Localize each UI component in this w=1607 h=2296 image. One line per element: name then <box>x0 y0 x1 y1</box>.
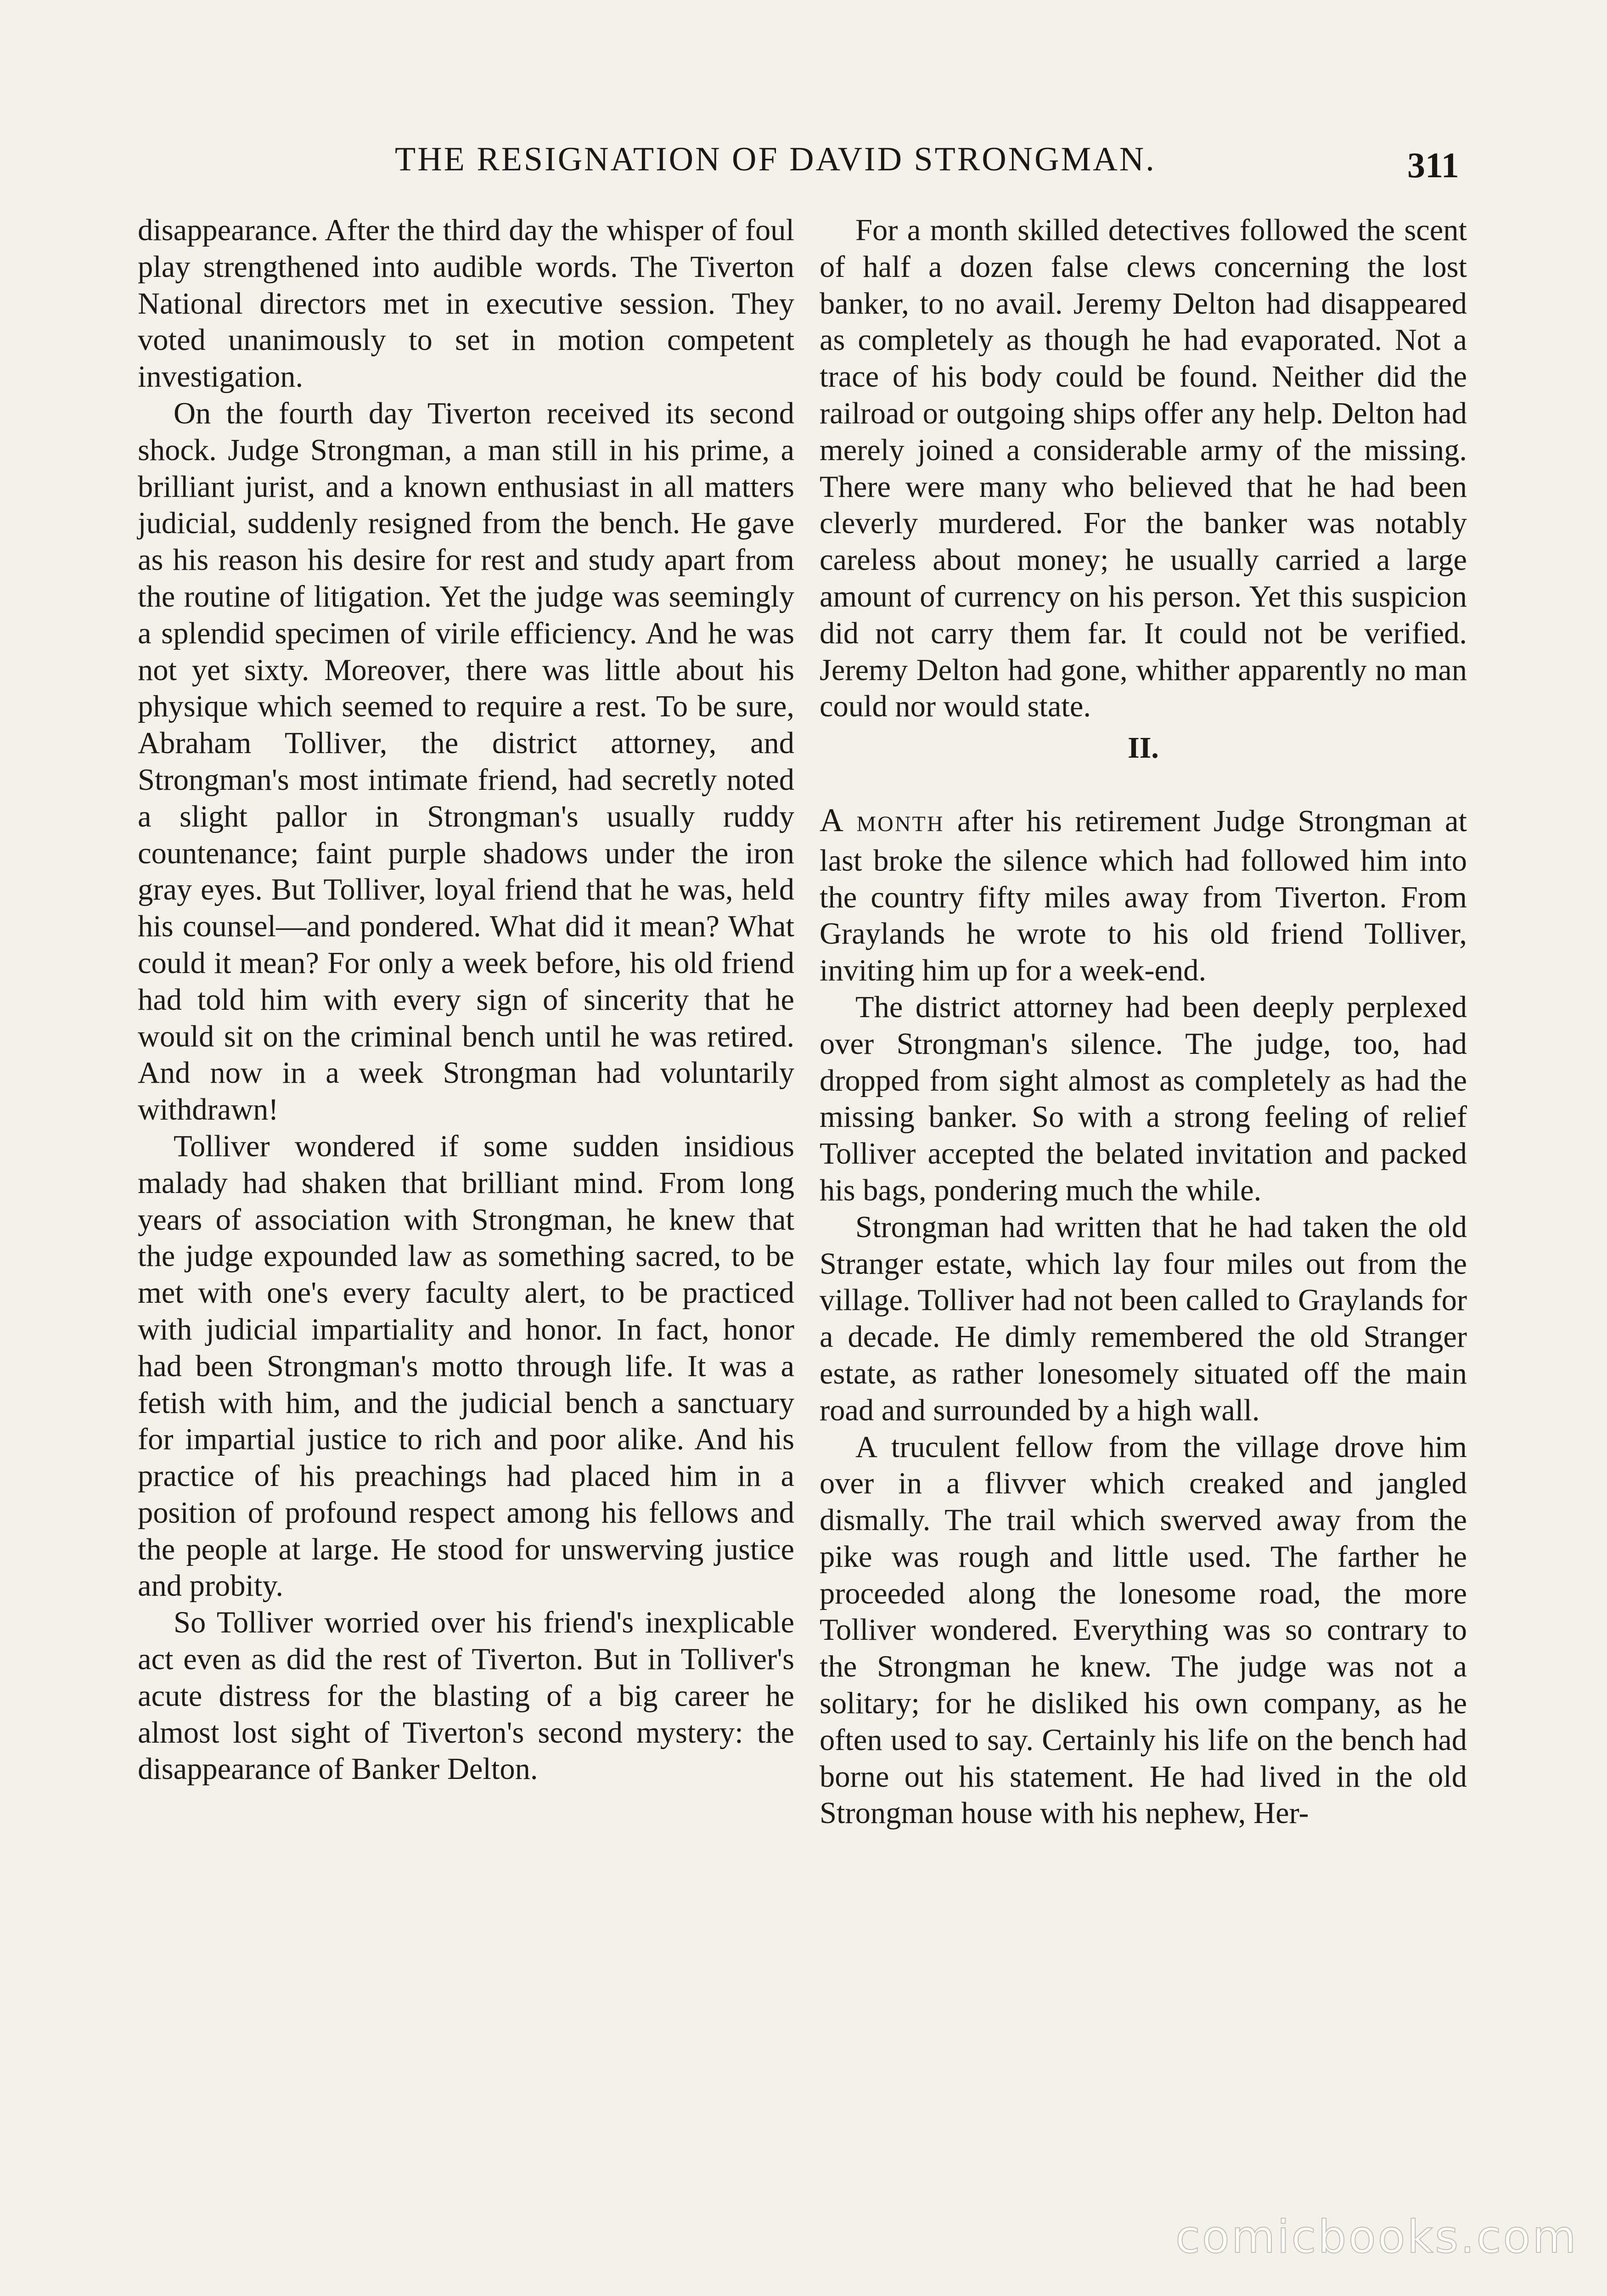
left-paragraph-3: Tolliver wondered if some sudden insidious malady had shaken that brilliant mind. From long years of association with Strongman, he knew that the judge expounded law as something sacred, to be met with one's every faculty alert, to be practiced with judicial impartiality and honor. In fact, honor had been Strongman's motto through life. It was a fetish with him, and the judicial bench a sanctuary for impartial justice to rich and poor alike. And his practice of his preachings had placed him in a position of profound respect among his fellows and the people at large. He stood for unswerving justice and probity. <box>138 1129 794 1603</box>
watermark: comicbooks.com <box>1175 2211 1578 2263</box>
page-number: 311 <box>1407 145 1459 185</box>
left-paragraph-4: So Tolliver worried over his friend's inexplicable act even as did the rest of Tiverton. But in Tolliver's acute distress for the blasting of a big career he almost lost sight of Tiverton's second mystery: the disappearance of Banker Delton. <box>138 1606 794 1786</box>
section-heading: II. <box>1128 731 1159 765</box>
left-paragraph-2: On the fourth day Tiverton received its second shock. Judge Strongman, a man still in his prime, a brilliant jurist, and a known enthusiast in all matters judicial, suddenly resigned from the bench. He gave as his reason his desire for rest and study apart from the routine of litigation. Yet the judge was seemingly a splendid specimen of virile efficiency. And he was not yet sixty. Moreover, there was little about his physique which seemed to require a rest. To be sure, Abraham Tolliver, the district attorney, and Strongman's most intimate friend, had secretly noted a slight pallor in Strongman's usually ruddy countenance; faint purple shadows under the iron gray eyes. But Tolliver, loyal friend that he was, held his counsel—and pondered. What did it mean? What could it mean? For only a week before, his old friend had told him with every sign of sincerity that he would sit on the criminal bench until he was retired. And now in a week Strongman had voluntarily withdrawn! <box>138 396 794 1127</box>
drop-cap: A <box>820 801 843 838</box>
right-paragraph-1: For a month skilled detectives followed the scent of half a dozen false clews concerning the lost banker, to no avail. Jeremy Delton had disappeared as completely as though he had evaporated. Not a trace of his body could be found. Neither did the railroad or outgoing ships offer any help. Delton had merely joined a considerable army of the missing. There were many who believed that he had been cleverly murdered. For the banker was notably careless about money; he usually carried a large amount of currency on his person. Yet this suspicion did not carry them far. It could not be verified. Jeremy Delton had gone, whither apparently no man could nor would state. <box>820 214 1467 724</box>
right-paragraph-2 <box>820 802 1467 989</box>
right-paragraph-2-text: after his retirement Judge Strongman at last broke the silence which had followed him into the country fifty miles away from Tiverton. From Graylands he wrote to his old friend Tolliver, inviting him up for a week-end. <box>820 804 1467 988</box>
page-header <box>0 135 1607 204</box>
right-paragraph-5: A truculent fellow from the village drove him over in a flivver which creaked and jangled dismally. The trail which swerved away from the pike was rough and little used. The farther he proceeded along the lonesome road, the more Tolliver wondered. Everything was so contrary to the Strongman he knew. The judge was not a solitary; for he disliked his own company, as he often used to say. Certainly his life on the bench had borne out his statement. He had lived in the old Strongman house with his nephew, Her- <box>820 1430 1467 1830</box>
right-column <box>820 212 1467 1832</box>
left-column <box>138 212 794 1788</box>
running-title: THE RESIGNATION OF DAVID STRONGMAN. <box>395 141 1156 178</box>
small-caps-word: MONTH <box>856 811 944 836</box>
left-paragraph-1: disappearance. After the third day the whisper of foul play strengthened into audible words. The Tiverton National directors met in executive session. They voted unanimously to set in motion competent investigation. <box>138 214 794 394</box>
right-paragraph-4: Strongman had written that he had taken the old Stranger estate, which lay four miles out from the village. Tolliver had not been called to Graylands for a decade. He dimly remembered the old Stranger estate, as rather lonesomely situated off the main road and surrounded by a high wall. <box>820 1210 1467 1427</box>
right-paragraph-3: The district attorney had been deeply perplexed over Strongman's silence. The judge, too, had dropped from sight almost as completely as had the missing banker. So with a strong feeling of relief Tolliver accepted the belated invitation and packed his bags, pondering much the while. <box>820 990 1467 1207</box>
